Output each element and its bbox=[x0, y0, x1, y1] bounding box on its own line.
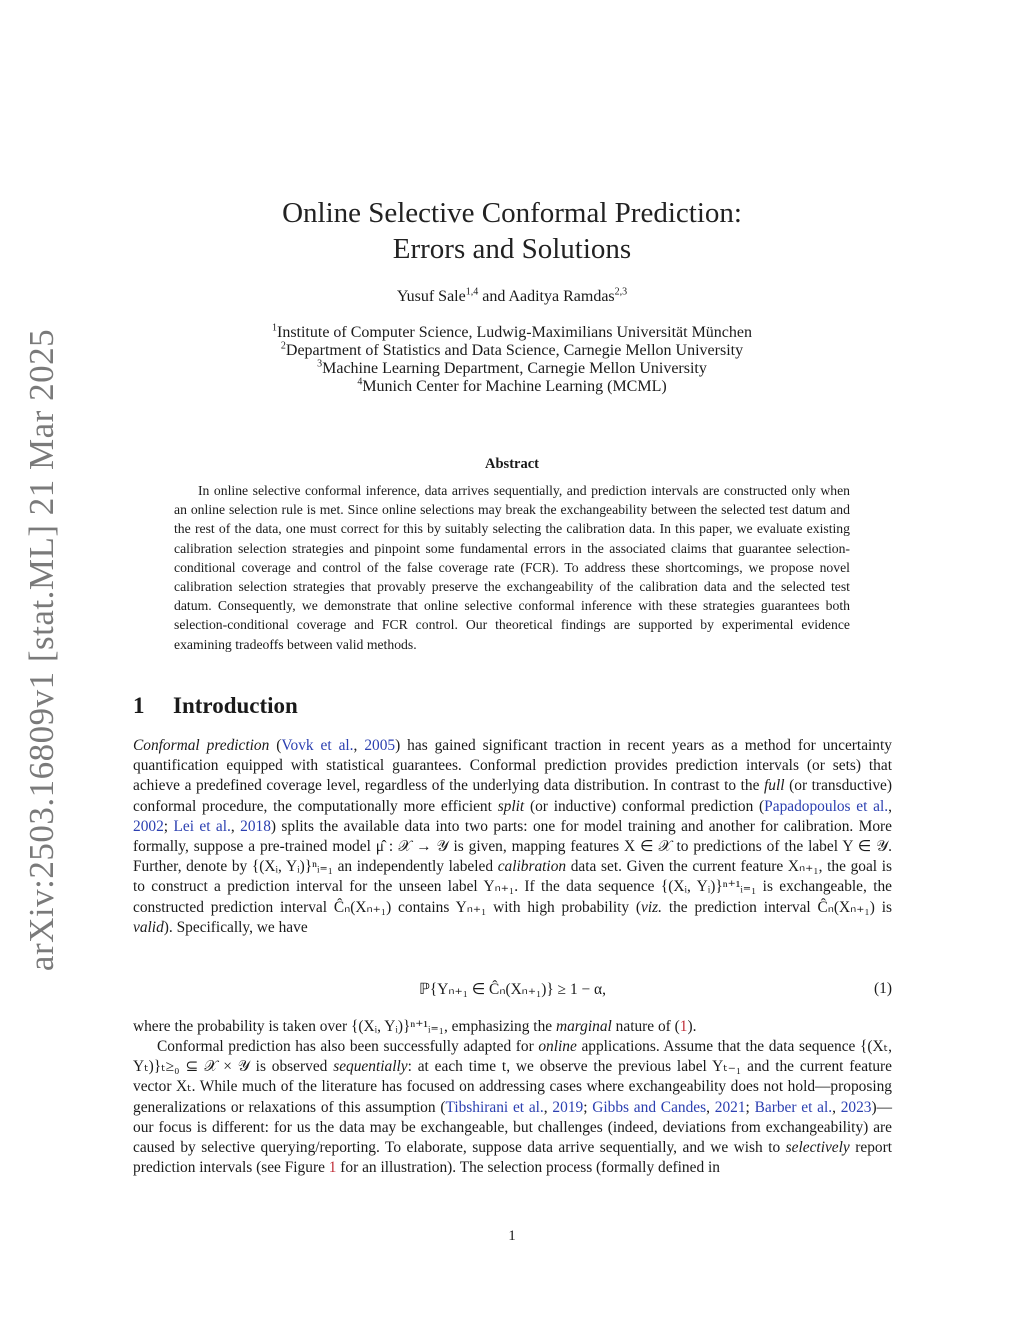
intro-paragraph-1 bbox=[133, 736, 892, 938]
body-text: , bbox=[543, 1098, 553, 1116]
abstract-heading: Abstract bbox=[485, 456, 539, 472]
affiliation-line bbox=[0, 324, 1024, 342]
affiliation-line bbox=[0, 378, 1024, 396]
body-text: (or transductive) conformal procedure, the computationally more efficient bbox=[133, 777, 893, 815]
author-name: Yusuf Sale bbox=[396, 288, 466, 305]
abstract-text: In online selective conformal inference, data arrives sequentially, and prediction intervals are constructed only when an online selection rule is met. Since online selections may break the exchangeability between the selected test datum and the rest of the data, one must correct for this by suitably selecting the calibration data. In this paper, we evaluate existing calibration selection strategies and pinpoint some fundamental errors in the associated claims that guarantee selection-conditional coverage and control of the false coverage rate (FCR). To address these shortcomings, we propose novel calibration selection strategies that provably preserve the exchangeability of the calibration data and the selected test datum. Consequently, we demonstrate that online selective conformal inference with these strategies guarantees both selection-conditional coverage and FCR control. Our theoretical findings are supported by experimental evidence examining tradeoffs between valid methods. bbox=[174, 483, 850, 652]
citation-link[interactable]: Gibbs and Candes bbox=[592, 1098, 707, 1116]
citation-link[interactable]: Vovk et al. bbox=[281, 737, 354, 754]
citation-year-link[interactable]: 2019 bbox=[552, 1098, 584, 1116]
intro-paragraph-3 bbox=[133, 1037, 892, 1178]
paper-title bbox=[0, 195, 1024, 267]
body-text: , bbox=[832, 1098, 841, 1116]
section-heading bbox=[133, 693, 298, 719]
emphasis-text: viz. bbox=[641, 898, 662, 916]
citation-link[interactable]: Tibshirani et al. bbox=[445, 1098, 544, 1116]
affiliation-line bbox=[0, 360, 1024, 378]
equation-body: ℙ{Yₙ₊₁ ∈ Ĉₙ(Xₙ₊₁)} ≥ 1 − α, bbox=[419, 981, 606, 998]
citation-link[interactable]: Lei et al. bbox=[173, 817, 231, 835]
body-text: : at each time t, we observe the previous label Yₜ₋₁ and the current feature vector Xₜ. While much of the literature has focused on addressing cases where exchangeability does not hold—proposing generalizations or relaxations of this assumption ( bbox=[133, 1058, 892, 1116]
body-text: report prediction intervals (see Figure bbox=[133, 1139, 892, 1177]
body-text: )—our focus is different: for us the data may be exchangeable, but challenges (indeed, deviations from exchangeability) are caused by selective querying/reporting. To elaborate, suppose data arrive sequentially, and we wish to bbox=[133, 1098, 893, 1157]
author-affiliation-marker: 1,4 bbox=[465, 286, 479, 298]
affiliation-text: Machine Learning Department, Carnegie Mellon University bbox=[322, 360, 707, 377]
affiliation-marker: 3 bbox=[317, 358, 323, 370]
display-equation bbox=[133, 980, 892, 1002]
author-affiliation-marker: 2,3 bbox=[614, 286, 628, 298]
affiliation-list bbox=[0, 324, 1024, 396]
equation-number: (1) bbox=[874, 980, 892, 997]
body-text: Conformal prediction has also been successfully adapted for bbox=[157, 1038, 539, 1055]
emphasis-text: sequentially bbox=[333, 1058, 408, 1076]
emphasis-text: marginal bbox=[555, 1018, 612, 1035]
author-connector: and bbox=[478, 288, 509, 305]
section-number: 1 bbox=[133, 693, 145, 718]
intro-paragraph-2 bbox=[133, 1017, 892, 1037]
body-text: data set. Given the current feature Xₙ₊₁, the goal is to construct a prediction interval for the unseen label Yₙ₊₁. If the data sequence {(Xᵢ, Yᵢ)}ⁿ⁺¹ᵢ₌₁ is exchangeable, the constructed prediction interval Ĉₙ(Xₙ₊₁) contains Yₙ₊₁ with high probability ( bbox=[133, 858, 892, 916]
body-text: ). bbox=[687, 1018, 697, 1035]
body-text: ; bbox=[163, 817, 174, 835]
paper-title-line-2: Errors and Solutions bbox=[392, 233, 632, 265]
citation-year-link[interactable]: 2023 bbox=[840, 1098, 872, 1116]
arxiv-identifier-stamp bbox=[12, 328, 72, 972]
citation-link[interactable]: Papadopoulos et al. bbox=[764, 797, 889, 815]
emphasis-text: online bbox=[538, 1038, 577, 1055]
body-text: ( bbox=[269, 737, 282, 754]
emphasis-text: split bbox=[497, 797, 525, 815]
citation-year-link[interactable]: 2021 bbox=[714, 1098, 746, 1116]
citation-year-link[interactable]: 2018 bbox=[240, 817, 271, 835]
body-text: ). Specifically, we have bbox=[163, 918, 308, 936]
affiliation-marker: 2 bbox=[280, 340, 286, 352]
affiliation-line bbox=[0, 342, 1024, 360]
affiliation-marker: 1 bbox=[271, 322, 277, 334]
citation-year-link[interactable]: 2002 bbox=[133, 817, 164, 835]
emphasis-text: selectively bbox=[785, 1139, 850, 1157]
affiliation-text: Institute of Computer Science, Ludwig-Maximilians Universität München bbox=[276, 324, 752, 341]
emphasis-text: calibration bbox=[497, 858, 567, 876]
body-text: where the probability is taken over {(Xᵢ, Yᵢ)}ⁿ⁺¹ᵢ₌₁, emphasizing the bbox=[133, 1018, 556, 1035]
body-text: nature of ( bbox=[611, 1018, 680, 1035]
emphasis-text: full bbox=[764, 777, 785, 795]
section-title: Introduction bbox=[173, 693, 298, 718]
body-text: ) has gained significant traction in recent years as a method for uncertainty quantification equipped with statistical guarantees. Conformal prediction provides prediction intervals (or sets) that achieve a predefined coverage level, regardless of the underlying data distribution. In contrast to the bbox=[133, 737, 892, 795]
body-text: , bbox=[353, 737, 365, 754]
arxiv-identifier-text: arXiv:2503.16809v1 [stat.ML] 21 Mar 2025 bbox=[22, 328, 62, 972]
citation-year-link[interactable]: 2005 bbox=[364, 737, 396, 754]
figure-reference-link[interactable]: 1 bbox=[328, 1159, 337, 1177]
affiliation-text: Department of Statistics and Data Science, Carnegie Mellon University bbox=[285, 342, 744, 359]
body-text: ; bbox=[745, 1098, 755, 1116]
body-text: , bbox=[706, 1098, 715, 1116]
body-text: , bbox=[888, 797, 892, 815]
body-text: ; bbox=[583, 1098, 593, 1116]
emphasis-text: Conformal prediction bbox=[133, 737, 270, 754]
author-list bbox=[0, 288, 1024, 306]
affiliation-marker: 4 bbox=[357, 376, 363, 388]
affiliation-text: Munich Center for Machine Learning (MCML) bbox=[362, 378, 667, 395]
equation-reference-link[interactable]: 1 bbox=[679, 1018, 688, 1035]
body-text: the prediction interval Ĉₙ(Xₙ₊₁) is bbox=[662, 898, 893, 916]
paper-title-line-1: Online Selective Conformal Prediction: bbox=[282, 197, 742, 229]
page-number: 1 bbox=[508, 1228, 516, 1244]
author-name: Aaditya Ramdas bbox=[508, 288, 615, 305]
body-text: applications. Assume that the data sequence {(Xₜ, Yₜ)}ₜ≥₀ ⊆ 𝒳 × 𝒴 is observed bbox=[133, 1038, 892, 1076]
citation-link[interactable]: Barber et al. bbox=[754, 1098, 833, 1116]
body-text: for an illustration). The selection process (formally defined in bbox=[336, 1159, 720, 1177]
body-text: ) splits the available data into two parts: one for model training and another for calibration. More formally, suppose a pre-trained model μ̂ : 𝒳 → 𝒴 is given, mapping features X ∈ 𝒳 to predictions of the label Y ∈ 𝒴. Further, denote by {(Xᵢ, Yᵢ)}ⁿᵢ₌₁ an independently labeled bbox=[133, 817, 893, 876]
body-text: , bbox=[230, 817, 241, 835]
body-text: (or inductive) conformal prediction ( bbox=[524, 797, 765, 815]
emphasis-text: valid bbox=[133, 918, 164, 936]
